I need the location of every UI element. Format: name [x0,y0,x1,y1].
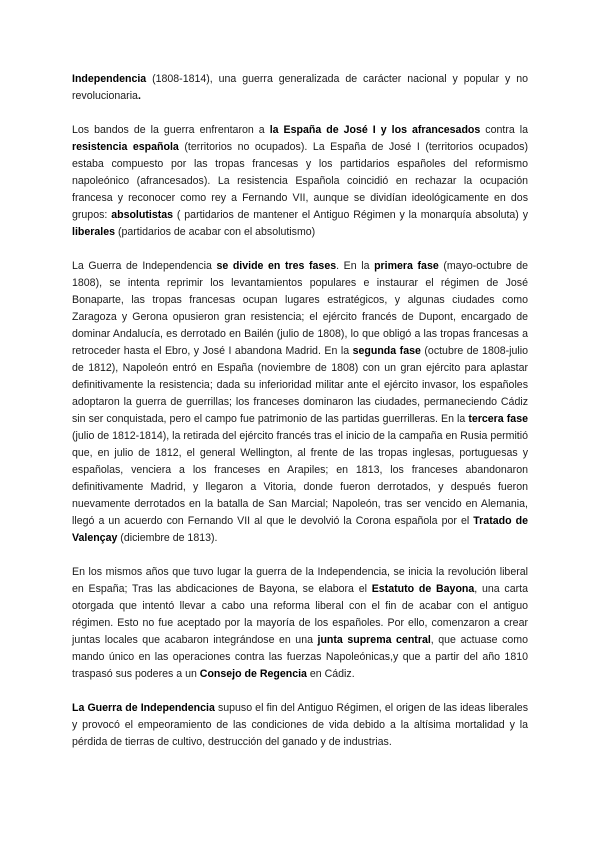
text-segment: en Cádiz. [306,668,355,680]
text-segment: Consejo de Regencia [199,668,307,680]
text-segment: absolutistas [111,209,174,221]
text-segment: liberales [72,226,115,238]
text-segment: (territorios no ocupados). La España de José I (territorios ocupados) estaba compuesto por las tropas francesas y los partidarios españoles del reformismo napoleónico (afrancesados). La resistencia Española coincidió en rechazar la ocupación francesa y reconocer como rey a Fernando VII, aunque se dividían ideológicamente en dos grupos: [72,141,528,221]
text-segment: Tratado de Valençay [72,515,528,544]
text-segment: Independencia [72,73,147,85]
text-segment: junta suprema central [317,634,431,646]
text-segment: (julio de 1812-1814), la retirada del ejército francés tras el inicio de la campaña en Rusia permitió que, en julio de 1812, el general Wellington, al frente de las tropas inglesas, portuguesas y españolas, venciera a los franceses en Arapiles; en 1813, los franceses abandonaron definitivamente Madrid, y llegaron a Vitoria, donde fueron derrotados, y después fueron nuevamente derrotados en la batalla de San Marcial; Napoleón, tras ser vencido en Alemania, llegó a un acuerdo con Fernando VII al que le devolvió la Corona española por el [72,430,528,527]
text-segment: (partidarios de acabar con el absolutismo) [115,226,316,238]
text-segment: (mayo-octubre de 1808), se intenta reprimir los levantamientos populares e instaurar el régimen de José Bonaparte, las tropas francesas ocupan lugares estratégicos, y algunas ciudades como Zaragoza y Gerona opusieron gran resistencia; el ejército francés de Dupont, encargado de dominar Andalucía, es derrotado en Bailén (julio de 1808), lo que obligó a las tropas francesas a retroceder hasta el Ebro, y José I abandona Madrid. En la [72,260,529,357]
text-segment: . [137,90,141,102]
text-segment: tercera fase [468,413,528,425]
paragraph-conclusion [72,700,528,751]
text-segment: . En la [336,260,375,272]
text-segment: segunda fase [352,345,421,357]
text-segment: contra la [480,124,529,136]
text-segment: la España de José I y los afrancesados [269,124,481,136]
document-page [72,71,528,768]
text-segment: (diciembre de 1813). [117,532,218,544]
text-segment: Los bandos de la guerra enfrentaron a [72,124,270,136]
text-segment: se divide en tres fases [216,260,337,272]
text-segment: supuso el fin del Antiguo Régimen, el origen de las ideas liberales y provocó el empeoramiento de las condiciones de vida debido a la altísima mortalidad y la pérdida de tierras de cultivo, destrucción del ganado y de industrias. [72,702,528,748]
text-segment: primera fase [374,260,439,272]
text-segment: Estatuto de Bayona [371,583,475,595]
text-segment: La Guerra de Independencia [72,260,217,272]
paragraph-bandos [72,122,528,241]
paragraph-intro [72,71,528,105]
paragraph-revolucion-liberal [72,564,528,683]
text-segment: , una carta otorgada que intentó llevar a cabo una reforma liberal con el fin de acabar con el antiguo régimen. Esto no fue aceptado por la mayoría de los españoles. Por ello, comenzaron a crear juntas locales que acabaron integrándose en una [72,583,528,646]
text-segment: resistencia española [72,141,179,153]
text-segment: (octubre de 1808-julio de 1812), Napoleón entró en España (noviembre de 1808) con un gran ejército para aplastar definitivamente la resistencia; dada su inferioridad militar ante el ejército invasor, los españoles adoptaron la guerra de guerrillas; los franceses dominaron las ciudades, permaneciendo Cádiz sin ser conquistada, pero el campo fue patrimonio de las partidas guerrilleras. En la [72,345,528,425]
text-segment: En los mismos años que tuvo lugar la guerra de la Independencia, se inicia la revolución liberal en España; Tras las abdicaciones de Bayona, se elabora el [72,566,528,595]
text-segment: , que actuase como mando único en las operaciones contra las fuerzas Napoleónicas,y que a partir del año 1810 traspasó sus poderes a un [72,634,528,680]
text-segment: ( partidarios de mantener el Antiguo Régimen y la monarquía absoluta) y [173,209,528,221]
text-segment: La Guerra de Independencia [72,702,215,714]
paragraph-fases [72,258,528,547]
text-segment: (1808-1814), una guerra generalizada de carácter nacional y popular y no revolucionaria [72,73,528,102]
